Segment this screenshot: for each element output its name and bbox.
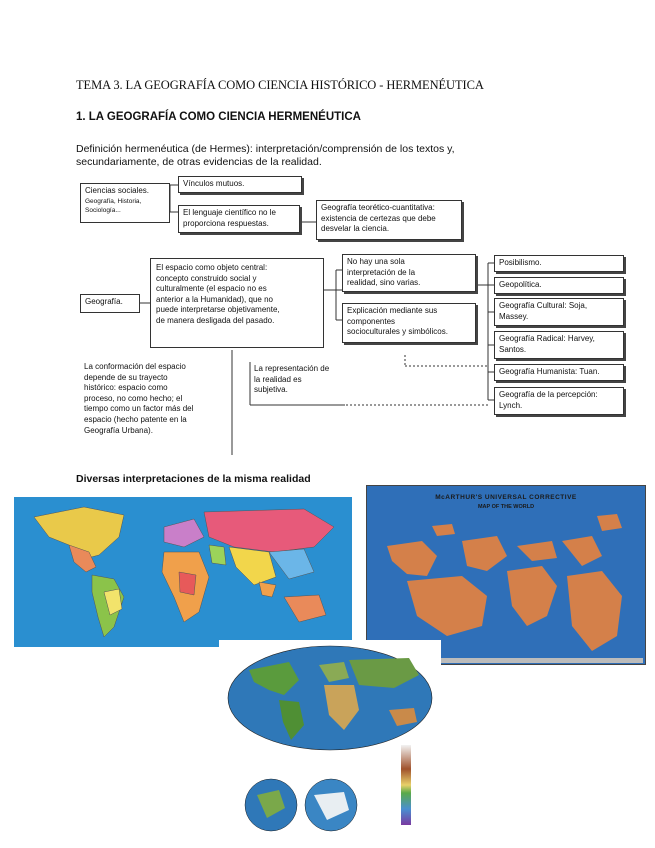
label-lenguaje-1: El lenguaje científico no le — [183, 208, 276, 217]
label-geografia: Geografía. — [85, 297, 123, 306]
label-posibilismo: Posibilismo. — [499, 258, 542, 267]
label-teorico-2: existencia de certezas que debe — [321, 213, 436, 223]
label-nohay-0: No hay una sola — [347, 257, 405, 266]
label-ciencias-sub1: Geografía, Historia, — [85, 197, 142, 205]
box-espacio — [150, 258, 324, 348]
label-geopolitica: Geopolítica. — [499, 280, 542, 289]
box-explicacion — [342, 303, 476, 343]
box-vinculos — [178, 176, 302, 193]
label-cultural-1: Massey. — [499, 311, 529, 321]
definition-line-1: Definición hermenéutica (de Hermes): interpretación/comprensión de los textos y, — [76, 143, 455, 155]
box-percepcion — [494, 387, 624, 415]
label-conformacion-1: depende de su trayecto — [84, 372, 168, 382]
label-representacion-2: subjetiva. — [254, 385, 288, 395]
label-cultural-0: Geografía Cultural: Soja, — [499, 301, 588, 310]
label-conformacion-4: tiempo como un factor más del — [84, 404, 194, 414]
label-teorico-1: Geografía teorético-cuantitativa: — [321, 203, 435, 212]
box-lenguaje — [178, 205, 300, 233]
mcarthur-title-1: McARTHUR'S UNIVERSAL CORRECTIVE — [435, 494, 577, 501]
box-no-hay — [342, 254, 476, 292]
box-radical — [494, 331, 624, 359]
label-conformacion-3: proceso, no como hecho; el — [84, 393, 183, 403]
label-conformacion-6: Geografía Urbana). — [84, 425, 153, 435]
text-representacion — [254, 364, 346, 396]
label-nohay-2: realidad, sino varias. — [347, 278, 421, 288]
label-representacion-0: La representación de — [254, 364, 330, 373]
box-ciencias-sociales — [80, 183, 170, 223]
label-nohay-1: interpretación de la — [347, 267, 416, 277]
label-lenguaje-2: proporciona respuestas. — [183, 218, 269, 228]
document-title: TEMA 3. LA GEOGRAFÍA COMO CIENCIA HISTÓRICO - HERMENÉUTICA — [76, 78, 484, 92]
label-humanista: Geografía Humanista: Tuan. — [499, 367, 600, 376]
political-world-map — [14, 497, 352, 647]
label-radical-0: Geografía Radical: Harvey, — [499, 334, 595, 343]
label-espacio-2: culturalmente (el espacio no es — [156, 284, 267, 294]
label-ciencias-sub2: Sociología... — [85, 206, 121, 214]
label-percepcion-1: Lynch. — [499, 400, 523, 410]
label-conformacion-5: espacio (hecho patente en la — [84, 414, 187, 424]
label-vinculos: Vínculos mutuos. — [183, 179, 245, 188]
box-geopolitica — [494, 277, 624, 294]
label-conformacion-0: La conformación del espacio — [84, 362, 186, 371]
physical-world-map — [219, 640, 441, 840]
label-espacio-1: concepto construido social y — [156, 273, 257, 283]
section-heading-1: 1. LA GEOGRAFÍA COMO CIENCIA HERMENÉUTICA — [76, 111, 361, 123]
label-percepcion-0: Geografía de la percepción: — [499, 390, 598, 399]
mcarthur-map-graphic — [367, 486, 645, 664]
label-explicacion-0: Explicación mediante sus — [347, 306, 438, 315]
label-espacio-0: El espacio como objeto central: — [156, 263, 268, 272]
section-heading-2: Diversas interpretaciones de la misma realidad — [76, 473, 311, 485]
physical-world-map-graphic — [219, 640, 441, 840]
box-posibilismo — [494, 255, 624, 272]
label-espacio-4: puede interpretarse objetivamente, — [156, 305, 280, 315]
label-explicacion-2: socioculturales y simbólicos. — [347, 327, 448, 337]
box-humanista — [494, 364, 624, 381]
label-espacio-3: anterior a la Humanidad), que no — [156, 294, 273, 304]
text-conformacion — [84, 362, 230, 436]
box-geografia — [80, 294, 140, 313]
box-cultural — [494, 298, 624, 326]
political-world-map-graphic — [14, 497, 352, 647]
label-espacio-5: de manera desligada del pasado. — [156, 315, 275, 325]
label-explicacion-1: componentes — [347, 316, 396, 326]
label-conformacion-2: histórico: espacio como — [84, 383, 168, 393]
label-ciencias: Ciencias sociales. — [85, 186, 150, 195]
label-representacion-1: la realidad es — [254, 374, 302, 384]
definition-line-2: secundariamente, de otras evidencias de la realidad. — [76, 156, 322, 168]
mcarthur-title-2: MAP OF THE WORLD — [477, 504, 535, 510]
label-radical-1: Santos. — [499, 344, 527, 354]
mcarthur-corrective-map — [366, 485, 646, 665]
label-teorico-3: desvelar la ciencia. — [321, 224, 390, 234]
box-teoretico — [316, 200, 462, 240]
